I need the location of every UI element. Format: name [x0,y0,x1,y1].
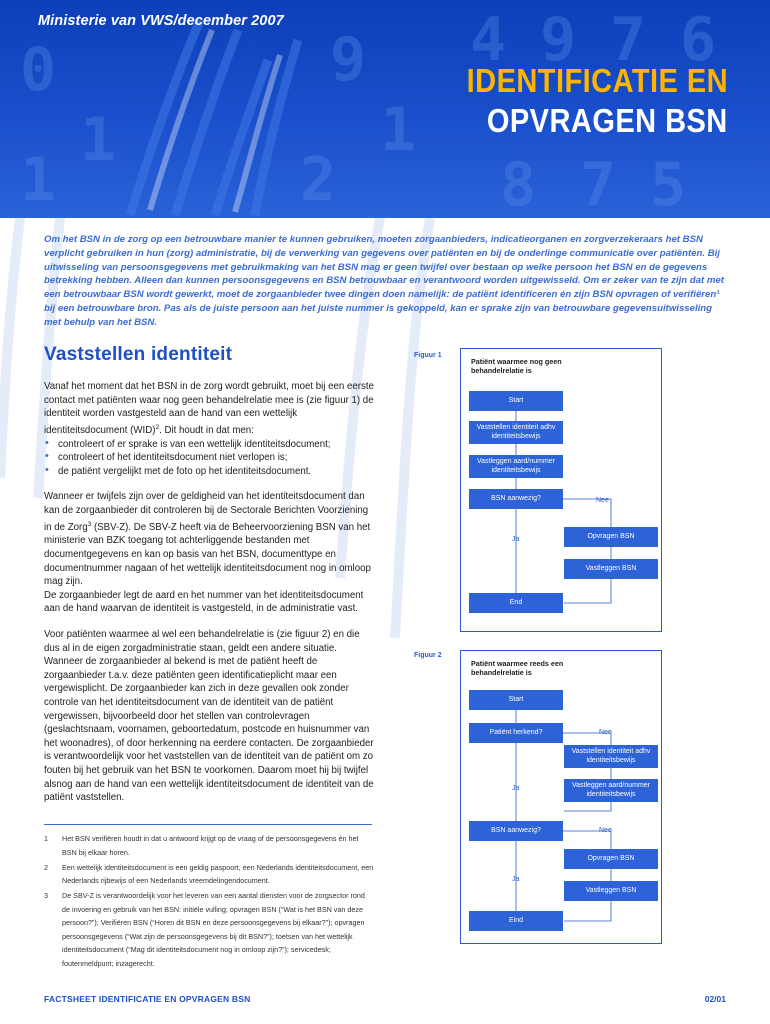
flow-node-vaststellen-identiteit: Vaststellen identiteit adhv identiteitsbewijs [469,421,563,444]
bullet-item [44,465,374,479]
page-title-line-1: IDENTIFICATIE EN [466,62,728,99]
paragraph-2-text: Wanneer er twijfels zijn over de geldigheid van het identiteitsdocument dan kan de zorgaanbieder dit controleren bij de Sectorale Berichten Voorziening in de Zorg [44,491,369,533]
footnote-ref-3: 3 [87,520,92,528]
flow-node-eind: Eind [469,911,563,931]
footnote-divider [44,824,372,825]
footnote-number: 2 [44,862,48,872]
flow-node-patient-herkend: Patiënt herkend? [469,723,563,743]
paragraph-3: De zorgaanbieder legt de aard en het nummer van het identiteitsdocument aan de hand waarvan de identiteit is vastgesteld, in de administratie vast. [44,589,364,615]
figure-1-title: Patiënt waarmee nog geen behandelrelatie is [471,357,562,375]
edge-label-nee: Nee [599,827,612,834]
figure-2-flowchart [460,650,662,944]
svg-text:2: 2 [300,145,337,215]
svg-text:9: 9 [540,5,577,75]
edge-label-ja: Ja [512,876,520,883]
flow-node-vaststellen-identiteit: Vaststellen identiteit adhv identiteitsbewijs [564,745,658,768]
figure-2-title: Patiënt waarmee reeds een behandelrelatie is [471,659,564,677]
svg-text:1: 1 [20,145,57,215]
footnote [44,861,374,888]
svg-text:7: 7 [580,150,617,218]
svg-text:0: 0 [20,35,57,105]
paragraph-4: Voor patiënten waarmee al wel een behandelrelatie is (zie figuur 2) en die dus al in de eigen zorgadministratie staan, geldt een andere situatie. Wanneer de zorgaanbieder al bekend is met de patiënt heeft de zorgaanbieder t.a.v. deze patiënten geen identificatieplicht maar een vergewisplicht. De zorgaanbieder kan zich in deze gevallen ook zonder controle van het identiteitsdocument van de identiteit van de patiënt vergewissen, bijvoorbeeld door het stellen van controlevragen (geslachtsnaam, voornamen, geboortedatum, postcode en huisnummer van het woonadres), of door herkenning na eerdere contacten. De zorgaanbieder is verantwoordelijk voor het vaststellen van de identiteit van de patiënt om zo fouten bij het gebruik van het BSN te voorkomen. Daarom moet hij bij twijfel alsnog aan de hand van een wettelijk identiteitsdocument de identiteit van de patiënt vaststellen. [44,628,374,804]
footnote-number: 1 [44,834,48,843]
figure-1-flowchart [460,348,662,632]
footnote-text: Een wettelijk identiteitsdocument is een geldig paspoort, een Nederlands identiteitsdocument, een Nederlands rijbewijs of een Nederlands vreemdelingendocument. [62,862,374,885]
flow-node-vastleggen-bsn: Vastleggen BSN [564,881,658,901]
paragraph-2 [44,490,374,588]
svg-text:9: 9 [330,25,367,95]
bullet-dot-icon: • [45,450,49,463]
edge-label-nee: Nee [596,497,609,504]
flow-node-start: Start [469,391,563,411]
paragraph-1-text: Vanaf het moment dat het BSN in de zorg wordt gebruikt, moet bij een eerste contact met patiënten waar nog geen behandelrelatie mee is (zie figuur 1) de identiteit worden vastgesteld aan de hand van een wettelijk identiteitsdocument (WID) [44,381,374,437]
bullet-dot-icon: • [45,463,49,476]
paragraph-1-end: . Dit houdt in dat men: [159,425,254,437]
paragraph-2-rest: (SBV-Z). De SBV-Z heeft via de Beheervoorziening BSN van het ministerie van BZK toegang tot achterliggende bestanden met documentgegevens en kan op basis van het BSN, documenttype en documentnummer nagaan of het wettelijk identiteitsdocument nog in omloop mag zijn. [44,521,371,588]
left-column [44,344,374,805]
svg-text:1: 1 [380,95,417,165]
header-banner [0,0,770,218]
flow-node-end: End [469,593,563,613]
svg-text:7: 7 [610,5,647,75]
intro-paragraph: Om het BSN in de zorg op een betrouwbare manier te kunnen gebruiken, moeten zorgaanbieders, indicatieorganen en zorgverzekeraars het BSN verplicht gebruiken in hun (zorg) administratie, bij de verwerking van gegevens over patiënten en bij de onderlinge communicatie over patiënten. Bij uitwisseling van persoonsgegevens met gebruikmaking van het BSN mag er geen twijfel over bestaan op welke persoon het BSN en de gegevens betrekking hebben. Alleen dan kunnen persoonsgegevens en BSN betrouwbaar en verantwoord worden uitgewisseld. Om er zeker van te zijn dat met een betrouwbaar BSN wordt gewerkt, moet de zorgaanbieder twee dingen doen namelijk: de patiënt identificeren én zijn BSN opvragen of verifiëren¹ bij een betrouwbare bron. Pas als de juiste persoon aan het juiste nummer is gekoppeld, kan er sprake zijn van betrouwbare gegevensuitwisseling met behulp van het BSN. [44,234,724,328]
edge-label-nee: Nee [599,729,612,736]
svg-text:6: 6 [680,5,717,75]
figure-2-label: Figuur 2 [414,652,442,659]
bullet-item [44,438,374,452]
svg-text:1: 1 [80,105,117,175]
svg-text:4: 4 [470,5,507,75]
footnote [44,889,374,970]
footnote-text: De SBV-Z is verantwoordelijk voor het leveren van een aantal diensten voor de zorgsector rond de invoering en gebruik van het BSN: initiële vulling; opvragen BSN (“Wat is het BSN van deze persoon?”); Verifiëren BSN (“Horen dit BSN en deze persoonsgegevens bij elkaar?”); opvragen persoonsgegevens (“Wat zijn de persoonsgegevens bij dit BSN?”); toetsen van het wettelijk identiteitsdocument (“Mag dit identiteitsdocument nog in omloop zijn?”); servicedesk; foutenmeldpunt; inzagerecht. [62,891,365,968]
footer-title: FACTSHEET IDENTIFICATIE EN OPVRAGEN BSN [44,994,251,1004]
bullet-text: controleert of er sprake is van een wettelijk identiteitsdocument; [58,438,331,450]
page-number: 02/01 [704,994,726,1004]
flow-node-bsn-aanwezig: BSN aanwezig? [469,821,563,841]
svg-text:5: 5 [650,150,687,218]
bullet-text: de patiënt vergelijkt met de foto op het identiteitsdocument. [58,465,312,477]
flow-node-opvragen-bsn: Opvragen BSN [564,527,658,547]
flow-node-vastleggen-aard: Vastleggen aard/nummer identiteitsbewijs [469,455,563,478]
footnote [44,832,374,859]
edge-label-ja: Ja [512,536,520,543]
svg-text:8: 8 [500,150,537,218]
flow-node-opvragen-bsn: Opvragen BSN [564,849,658,869]
footnote-number: 3 [44,891,48,900]
edge-label-ja: Ja [512,785,520,792]
bullet-text: controleert of het identiteitsdocument niet verlopen is; [58,452,288,464]
flow-node-vastleggen-aard: Vastleggen aard/nummer identiteitsbewijs [564,779,658,802]
ministry-line: Ministerie van VWS/december 2007 [38,13,284,29]
page-title-line-2: OPVRAGEN BSN [487,102,728,139]
footnote-text: Het BSN verifiëren houdt in dat u antwoord krijgt op de vraag of de persoonsgegevens én het BSN bij elkaar horen. [62,834,359,857]
section-heading: Vaststellen identiteit [44,344,233,365]
bullet-dot-icon: • [45,436,49,449]
bullet-item [44,451,374,465]
flow-node-start: Start [469,690,563,710]
bullet-list [44,438,374,479]
paragraph-1 [44,380,374,438]
footnotes [44,832,374,972]
figure-1-label: Figuur 1 [414,352,442,359]
footnote-ref-2: 2 [155,423,160,431]
flow-node-vastleggen-bsn: Vastleggen BSN [564,559,658,579]
flow-node-bsn-aanwezig: BSN aanwezig? [469,489,563,509]
